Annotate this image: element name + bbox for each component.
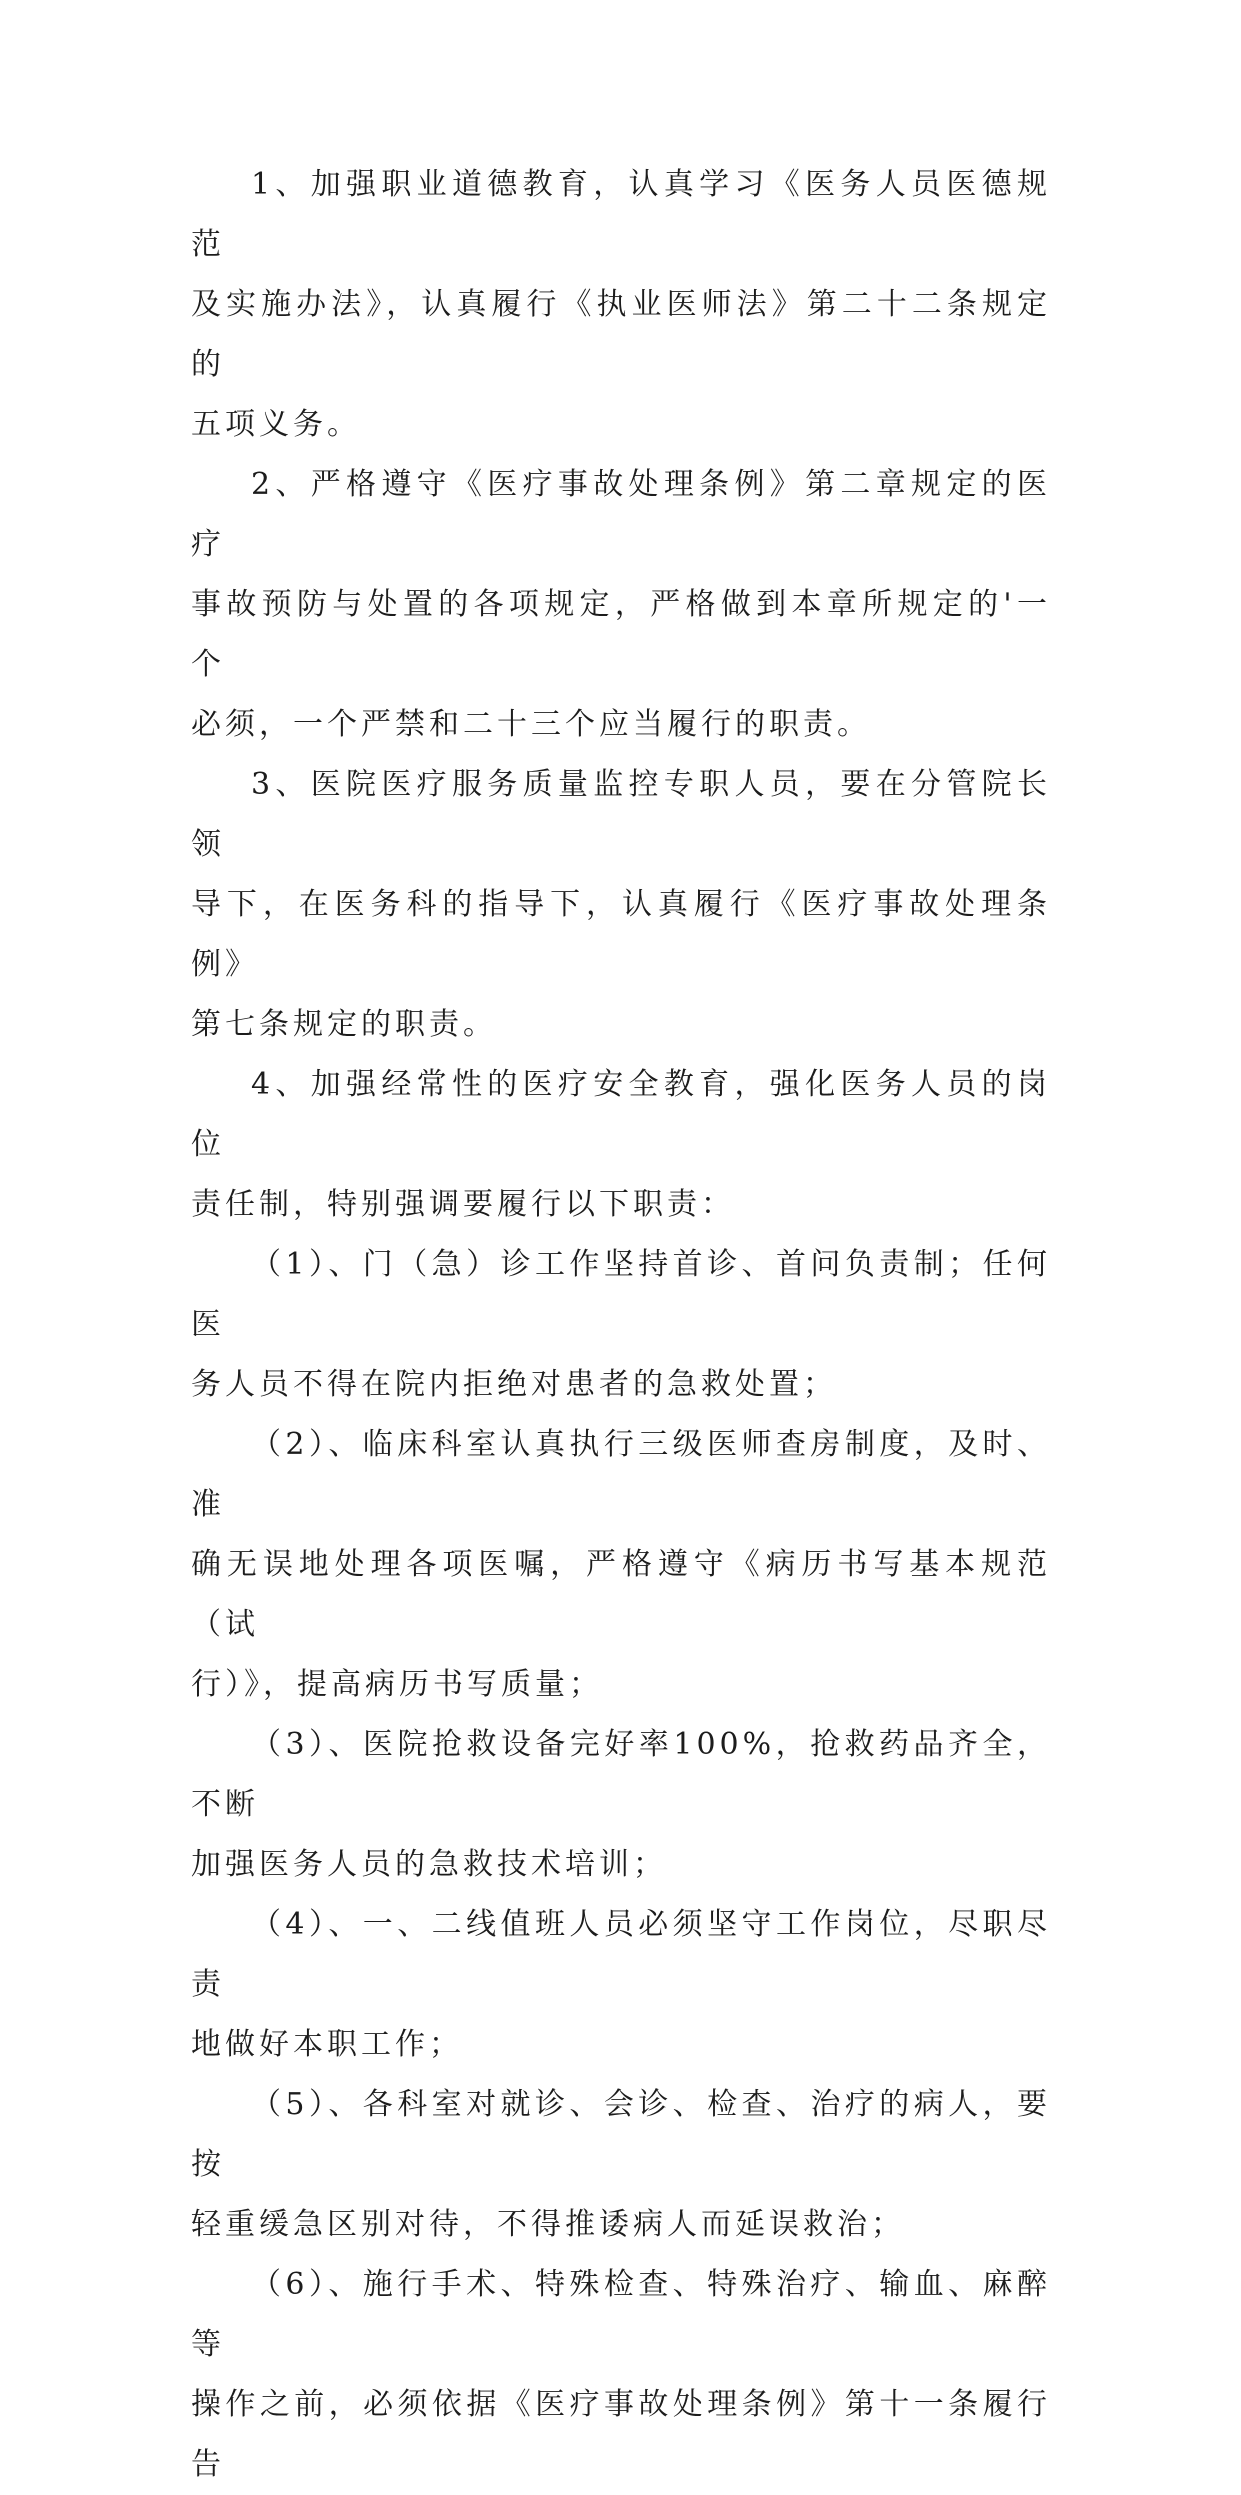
paragraph-4-item-4: （4）、一、二线值班人员必须坚守工作岗位，尽职尽责 地做好本职工作； [191, 1907, 1051, 2062]
paragraph-4-item-6: （6）、施行手术、特殊检查、特殊治疗、输血、麻醉等 操作之前，必须依据《医疗事故处理条例》第十一条履行告 [191, 2267, 1051, 2482]
document-body [191, 155, 1051, 2495]
paragraph-2: 2、严格遵守《医疗事故处理条例》第二章规定的医疗 事故预防与处置的各项规定，严格做到本章所规定的'一个 必须，一个严禁和二十三个应当履行的职责。 [191, 467, 1051, 742]
paragraph-3: 3、医院医疗服务质量监控专职人员，要在分管院长领 导下，在医务科的指导下，认真履行《医疗事故处理条例》 第七条规定的职责。 [191, 767, 1051, 1042]
paragraph-4: 4、加强经常性的医疗安全教育，强化医务人员的岗位 责任制，特别强调要履行以下职责： [191, 1067, 1051, 1222]
paragraph-4-item-1: （1）、门（急）诊工作坚持首诊、首问负责制；任何医 务人员不得在院内拒绝对患者的急救处置； [191, 1247, 1051, 1402]
paragraph-4-item-3: （3）、医院抢救设备完好率100%，抢救药品齐全，不断 加强医务人员的急救技术培训； [191, 1727, 1051, 1882]
paragraph-4-item-2: （2）、临床科室认真执行三级医师查房制度，及时、准 确无误地处理各项医嘱，严格遵守《病历书写基本规范（试 行）》，提高病历书写质量； [191, 1427, 1051, 1702]
paragraph-4-item-5: （5）、各科室对就诊、会诊、检查、治疗的病人，要按 轻重缓急区别对待，不得推诿病人而延误救治； [191, 2087, 1051, 2242]
paragraph-1: 1、加强职业道德教育，认真学习《医务人员医德规范 及实施办法》，认真履行《执业医师法》第二十二条规定的 五项义务。 [191, 167, 1051, 442]
